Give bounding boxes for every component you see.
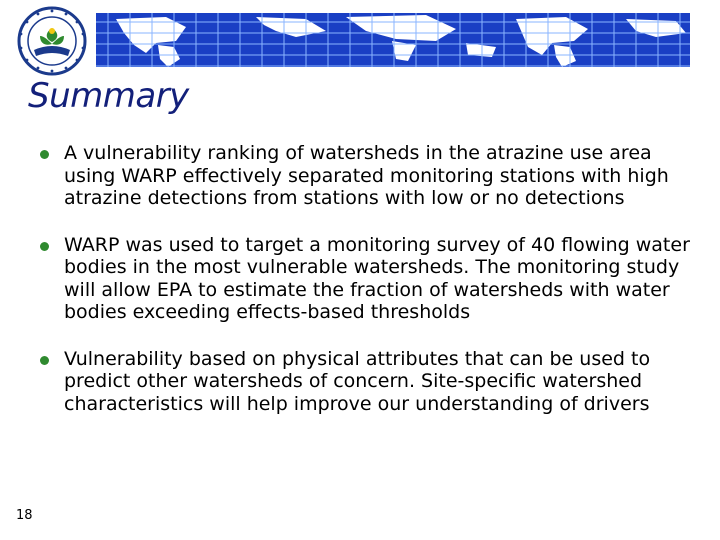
bullet-dot-icon [40,150,49,159]
bullet-item [38,142,698,210]
slide-title: Summary [28,76,189,116]
bullet-dot-icon [40,242,49,251]
bullet-list [38,142,698,439]
world-map-banner [96,13,690,67]
world-map-graphic [96,13,690,67]
bullet-dot-icon [40,356,49,365]
bullet-text: A vulnerability ranking of watersheds in the atrazine use area using WARP effectively separated monitoring stations with high atrazine detections from stations with low or no detections [64,142,669,209]
epa-seal-logo [10,6,94,76]
page-number: 18 [16,508,33,523]
bullet-item [38,348,698,416]
bullet-text: WARP was used to target a monitoring survey of 40 flowing water bodies in the most vulnerable watersheds. The monitoring study will allow EPA to estimate the fraction of watersheds with water bodies exceeding effects-based thresholds [64,233,690,323]
bullet-item [38,234,698,324]
bullet-text: Vulnerability based on physical attributes that can be used to predict other watersheds of concern. Site-specific watershed characteristics will help improve our understanding of drivers [64,347,651,415]
